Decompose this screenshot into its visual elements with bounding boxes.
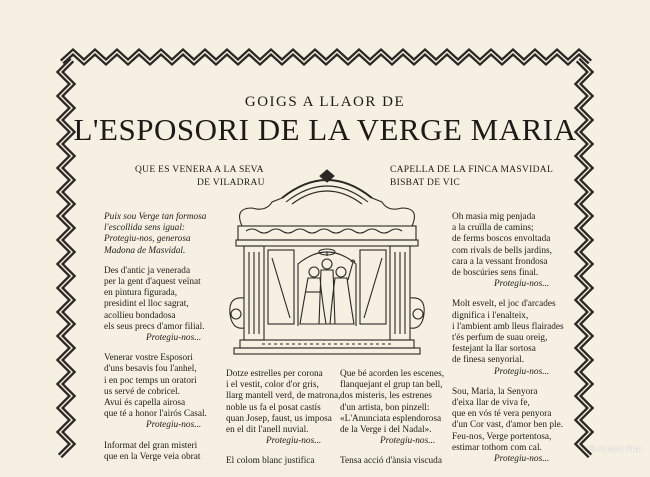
subtitle-right-2: BISBAT DE VIC <box>390 178 461 188</box>
verse-line: us servé de cobricel. <box>104 386 180 397</box>
stanza <box>104 266 254 344</box>
stanza <box>452 212 602 290</box>
page-title: L'ESPOSORI DE LA VERGE MARIA <box>73 112 577 147</box>
refrain: Protegiu-nos... <box>146 333 202 344</box>
verse-line: i el vestit, color d'or gris, <box>226 380 319 391</box>
copyright-watermark: © Antoni Prat <box>588 444 642 454</box>
verse-line: Oh masia mig penjada <box>452 212 536 222</box>
refrain: Protegiu-nos... <box>494 454 550 465</box>
verse-line: que en la Verge veia obrat <box>104 451 201 462</box>
verse-line: Avui és capella airosa <box>104 398 186 409</box>
verse-line: cara a la vessant frondosa <box>452 256 548 267</box>
verse-line: El colom blanc justifica <box>226 456 315 467</box>
verse-line: dignifica i l'enalteix, <box>452 310 529 321</box>
stanza <box>452 299 602 377</box>
verse-line: festejant la llar sortosa <box>452 344 536 355</box>
verse-line: presidint el lloc sagrat, <box>104 299 189 310</box>
verse-line: de boscúries sens final. <box>452 268 539 279</box>
verse-line: de la Verge i del Nadal». <box>340 425 432 436</box>
verse-line: quan Josep, faust, us imposa <box>226 413 332 424</box>
heading-goigs: GOIGS A LLAOR DE <box>244 94 406 110</box>
stanza <box>452 387 602 465</box>
refrain: Protegiu-nos... <box>494 279 550 290</box>
verse-line: i l'ambient amb lleus flairades <box>452 321 564 332</box>
verse-line: llarg mantell verd, de matrona, <box>226 391 341 402</box>
verse-line: en el dit l'anell nuvial. <box>226 425 309 436</box>
verse-line: Que bé acorden les escenes, <box>340 369 445 379</box>
verse-line: que en vós té vera penyora <box>452 409 552 420</box>
stanza <box>104 212 254 257</box>
verse-line: t'és perfum de suau oreig, <box>452 333 548 344</box>
verse-line: Des d'antic ja venerada <box>104 265 191 276</box>
refrain: Protegiu-nos... <box>266 436 322 447</box>
subtitle-left-2: DE VILADRAU <box>197 178 265 188</box>
verse-line: d'un Cor vast, d'amor ben ple. <box>452 420 564 431</box>
verse-line: «L'Anunciata esplendorosa <box>340 413 442 424</box>
verse-line: Protegiu-nos, generosa <box>104 234 191 245</box>
verse-line: de finesa senyorial. <box>452 355 525 366</box>
verse-line: a la cruïlla de camins; <box>452 223 534 234</box>
verse-line: en pintura figurada, <box>104 288 178 299</box>
verse-line: Sou, Maria, la Senyora <box>452 386 538 397</box>
verse-line: els seus precs d'amor filial. <box>104 321 205 332</box>
verse-line: Informat del gran misteri <box>104 440 198 451</box>
verse-line: Molt esvelt, el joc d'arcades <box>452 299 556 310</box>
verse-line: i en poc temps un oratori <box>104 375 197 386</box>
verse-line: Feu-nos, Verge portentosa, <box>452 431 552 442</box>
verse-line: Tensa acció d'ànsia viscuda <box>340 456 442 467</box>
verse-line: acollíeu bondadosa <box>104 310 176 321</box>
verse-line: l'escollida sens igual: <box>104 223 186 234</box>
verse-line: dos misteris, les estrenes <box>340 391 432 402</box>
verse-line: d'un artista, bon pinzell: <box>340 402 430 413</box>
verse-line: com rivals de bells jardins, <box>452 245 552 256</box>
verse-line: noble us fa el posat castís <box>226 402 321 413</box>
refrain: Protegiu-nos... <box>494 366 550 377</box>
verse-line: d'uns besavis fou l'anhel, <box>104 364 197 375</box>
verse-line: per la gent d'aquest veïnat <box>104 277 201 288</box>
verse-line: Dotze estrelles per corona <box>226 369 323 379</box>
verse-line: d'eixa llar de viva fe, <box>452 398 530 409</box>
verse-line: Puix sou Verge tan formosa <box>104 212 207 222</box>
subtitle-left-1: QUE ES VENERA A LA SEVA <box>135 165 264 175</box>
subtitle-right-1: CAPELLA DE LA FINCA MASVIDAL <box>390 165 554 175</box>
refrain: Protegiu-nos... <box>380 436 436 447</box>
poem-column-4 <box>452 212 602 474</box>
verse-line: Venerar vostre Esposori <box>104 353 193 364</box>
verse-line: flanquejant el grup tan bell, <box>340 380 443 391</box>
refrain: Protegiu-nos... <box>146 420 202 431</box>
verse-line: de ferms boscos envoltada <box>452 234 551 245</box>
verse-line: que té a honor l'airós Casal. <box>104 409 207 420</box>
verse-line: Madona de Masvidal. <box>104 245 186 256</box>
verse-line: estimar tothom com cal. <box>452 442 542 453</box>
